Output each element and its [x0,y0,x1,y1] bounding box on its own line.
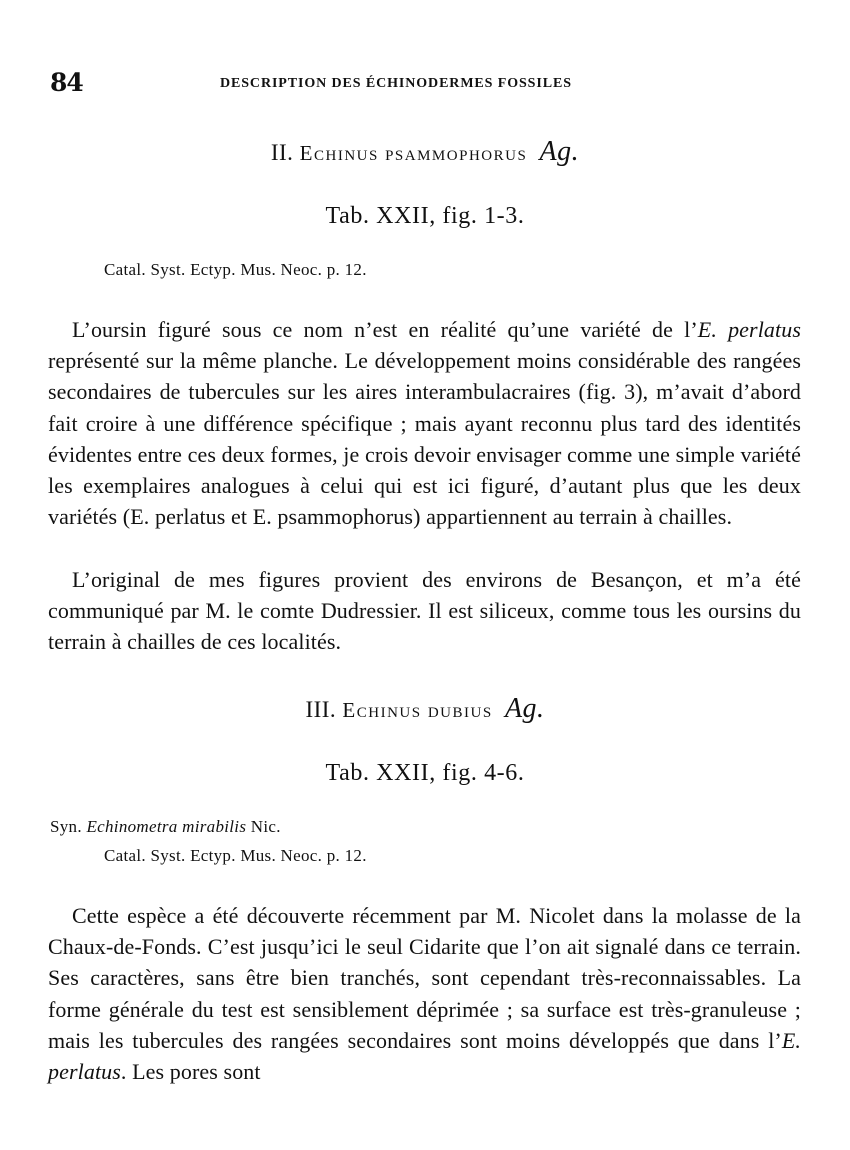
genus-name: Echinus [342,698,422,722]
species-heading-psammophorus [0,136,850,168]
paragraph-psammophorus-1: L’oursin figuré sous ce nom n’est en réalité qu’une variété de l’E. perlatus représenté sur la même planche. Le développement moins considérable des rangées secondaires de tubercules sur les aires interambulacraires (fig. 3), m’avait d’abord fait croire à une différence spécifique ; mais ayant reconnu plus tard des identités évidentes entre ces deux formes, je crois devoir envisager comme une simple variété les exemplaires analogues à celui qui est ici figuré, d’autant plus que les deux variétés (E. perlatus et E. psammophorus) appartiennent au terrain à chailles. [48,317,801,530]
paragraph-dubius-1: Cette espèce a été découverte récemment par M. Nicolet dans la molasse de la Chaux-de-Fonds. C’est jusqu’ici le seul Cidarite que l’on ait signalé dans ce terrain. Ses caractères, sans être bien tranchés, sont cependant très-reconnaissables. La forme générale du test est sensiblement déprimée ; sa surface est très-granuleuse ; mais les tubercules des rangées secondaires sont moins développés que dans l’E. perlatus. Les pores sont [48,903,801,1085]
running-head [50,68,800,98]
species-author: Ag. [539,136,580,167]
species-name: dubius [427,698,493,722]
species-italic: E. perlatus [697,317,801,342]
plate-reference: Tab. XXII, fig. 4-6. [325,760,525,786]
synonym-name: Echinometra mirabilis [86,817,247,836]
page-number: 84 [50,68,83,97]
running-title: DESCRIPTION DES ÉCHINODERMES FOSSILES [220,76,572,91]
synonym-author: Nic. [250,817,281,836]
species-heading-dubius [0,693,850,725]
species-name: psammophorus [385,141,528,165]
paragraph-psammophorus-2: L’original de mes figures provient des environs de Besançon, et m’a été communiqué par M. le comte Dudressier. Il est siliceux, comme tous les oursins du terrain à chailles de ces localités. [48,567,801,655]
catalogue-reference: Catal. Syst. Ectyp. Mus. Neoc. p. 12. [104,260,367,279]
synonym-prefix: Syn. [50,817,82,836]
genus-name: Echinus [299,141,379,165]
synonym-line [50,817,281,837]
plate-reference: Tab. XXII, fig. 1-3. [325,203,525,229]
catalogue-reference: Catal. Syst. Ectyp. Mus. Neoc. p. 12. [104,846,367,865]
species-italic: E. perlatus [48,1027,801,1085]
section-numeral: III. [305,697,337,722]
section-numeral: II. [270,140,294,165]
species-author: Ag. [504,693,545,724]
